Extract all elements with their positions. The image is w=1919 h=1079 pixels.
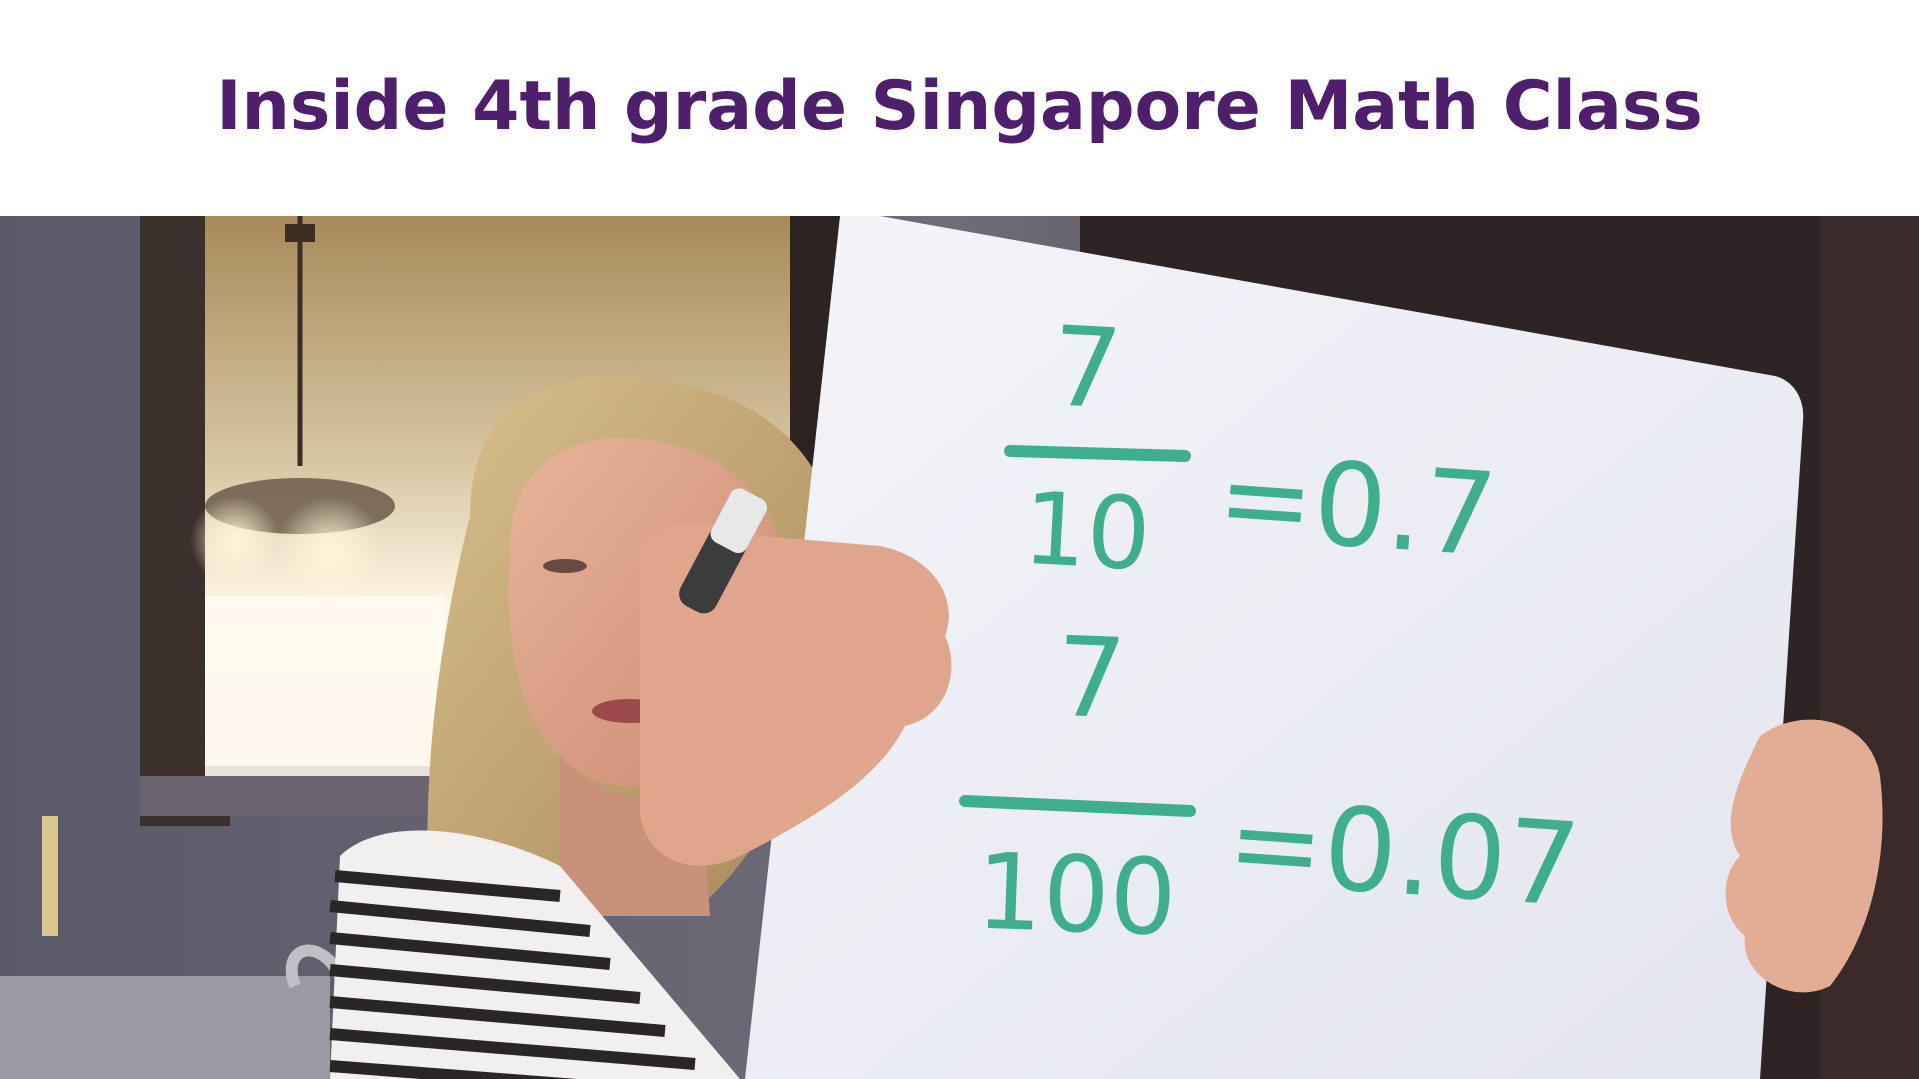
candle — [42, 816, 58, 936]
line1-denominator: 10 — [1020, 469, 1154, 594]
lamp-glow-left — [190, 496, 280, 586]
line1-numerator: 7 — [1048, 302, 1126, 434]
lamp-glow-right — [275, 496, 385, 606]
counter — [0, 976, 330, 1079]
window-light — [205, 596, 445, 766]
eye-left — [543, 559, 587, 573]
line1-fraction-bar — [1010, 451, 1185, 456]
lamp-canopy — [285, 224, 315, 242]
line2-result: =0.07 — [1223, 775, 1584, 934]
frame-bottom — [140, 776, 440, 816]
title-bar — [0, 0, 1919, 216]
line2-numerator: 7 — [1054, 612, 1129, 744]
line2-denominator: 100 — [973, 830, 1179, 960]
page-title: Inside 4th grade Singapore Math Class — [216, 67, 1703, 146]
video-still — [0, 216, 1919, 1079]
line1-result: =0.7 — [1213, 430, 1501, 584]
video-frame[interactable] — [0, 216, 1919, 1079]
